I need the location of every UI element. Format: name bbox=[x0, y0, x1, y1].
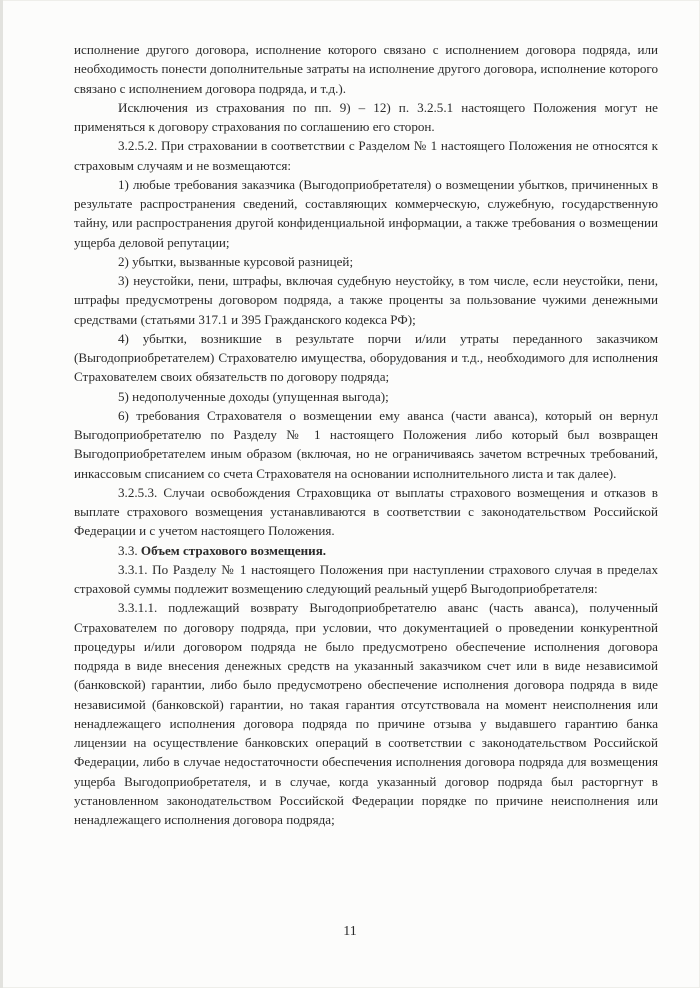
list-item-3: 3) неустойки, пени, штрафы, включая судебную неустойку, в том числе, если неустойки, пени, штрафы предусмотрены договором подряда, а также проценты за пользование чужими денежными средствами (статьями 317.1 и 395 Гражданского кодекса РФ); bbox=[74, 273, 658, 327]
list-item-1: 1) любые требования заказчика (Выгодоприобретателя) о возмещении убытков, причиненных в результате распространения сведений, составляющих коммерческую, служебную, государственную тайну, или распространения другой конфиденциальной информации, а также требования о возмещении ущерба деловой репутации; bbox=[74, 176, 658, 250]
list-item-2: 2) убытки, вызванные курсовой разницей; bbox=[118, 253, 354, 269]
paragraph-3-2-5-2: 3.2.5.2. При страховании в соответствии с Разделом № 1 настоящего Положения не относятся к страховым случаям и не возмещаются: bbox=[74, 138, 658, 173]
paragraph-3-3-1-1: 3.3.1.1. подлежащий возврату Выгодоприобретателю аванс (часть аванса), полученный Страхователем по договору подряда, при условии, что документацией о проведении конкурентной процедуры и/или договором подряда не было предусмотрено обеспечение исполнения договора подряда в виде внесения денежных средств на указанный заказчиком счет или в виде независимой (банковской) гарантии, либо было предусмотрено обеспечение исполнения договора подряда в виде независимой (банковской) гарантии, но такая гарантия отсутствовала на момент неисполнения или ненадлежащего исполнения договора подряда по причине отзыва у выдавшего гарантию банка лицензии на осуществление банковских операций в соответствии с законодательством Российской Федерации, либо в случае недостаточности обеспечения исполнения договора подряда для возмещения ущерба Выгодоприобретателя, и в случае, когда указанный договор подряда был расторгнут в установленном законодательством Российской Федерации порядке по причине неисполнения или ненадлежащего исполнения договора подряда; bbox=[74, 600, 658, 827]
paragraph-3-3-1: 3.3.1. По Разделу № 1 настоящего Положения при наступлении страхового случая в пределах страховой суммы подлежит возмещению следующий реальный ущерб Выгодоприобретателя: bbox=[74, 561, 658, 596]
section-heading bbox=[74, 541, 658, 560]
page-number: 11 bbox=[343, 924, 357, 939]
list-item-6: 6) требования Страхователя о возмещении ему аванса (части аванса), который он вернул Выгодоприобретателю по Разделу № 1 настоящего Положения либо который был возвращен Выгодоприобретателем иным образом (включая, но не ограничиваясь зачетом встречных требований, инкассовым списанием со счета Страхователя на основании исполнительного листа и так далее). bbox=[74, 407, 658, 481]
list-item-5: 5) недополученные доходы (упущенная выгода); bbox=[118, 388, 389, 404]
paragraph-continuation: исполнение другого договора, исполнение которого связано с исполнением договора подряда, или необходимость понести дополнительные затраты на исполнение другого договора, исполнение которого связано с исполнением договора подряда, и т.д.). bbox=[74, 42, 658, 96]
section-title: Объем страхового возмещения. bbox=[140, 542, 327, 558]
list-item-4: 4) убытки, возникшие в результате порчи и/или утраты переданного заказчиком (Выгодоприобретателем) Страхователю имущества, оборудования и т.д., необходимого для исполнения Страхователем своих обязательств по договору подряда; bbox=[74, 330, 658, 385]
scan-edge bbox=[0, 0, 3, 988]
paragraph-3-2-5-3: 3.2.5.3. Случаи освобождения Страховщика от выплаты страхового возмещения и отказов в выплате страхового возмещения устанавливаются в соответствии с законодательством Российской Федерации и с учетом настоящего Положения. bbox=[74, 484, 658, 539]
section-number: 3.3. bbox=[118, 542, 138, 558]
paragraph-exclusions: Исключения из страхования по пп. 9) – 12) п. 3.2.5.1 настоящего Положения могут не применяться к договору страхования по соглашению его сторон. bbox=[74, 99, 658, 134]
document-body bbox=[74, 40, 658, 829]
